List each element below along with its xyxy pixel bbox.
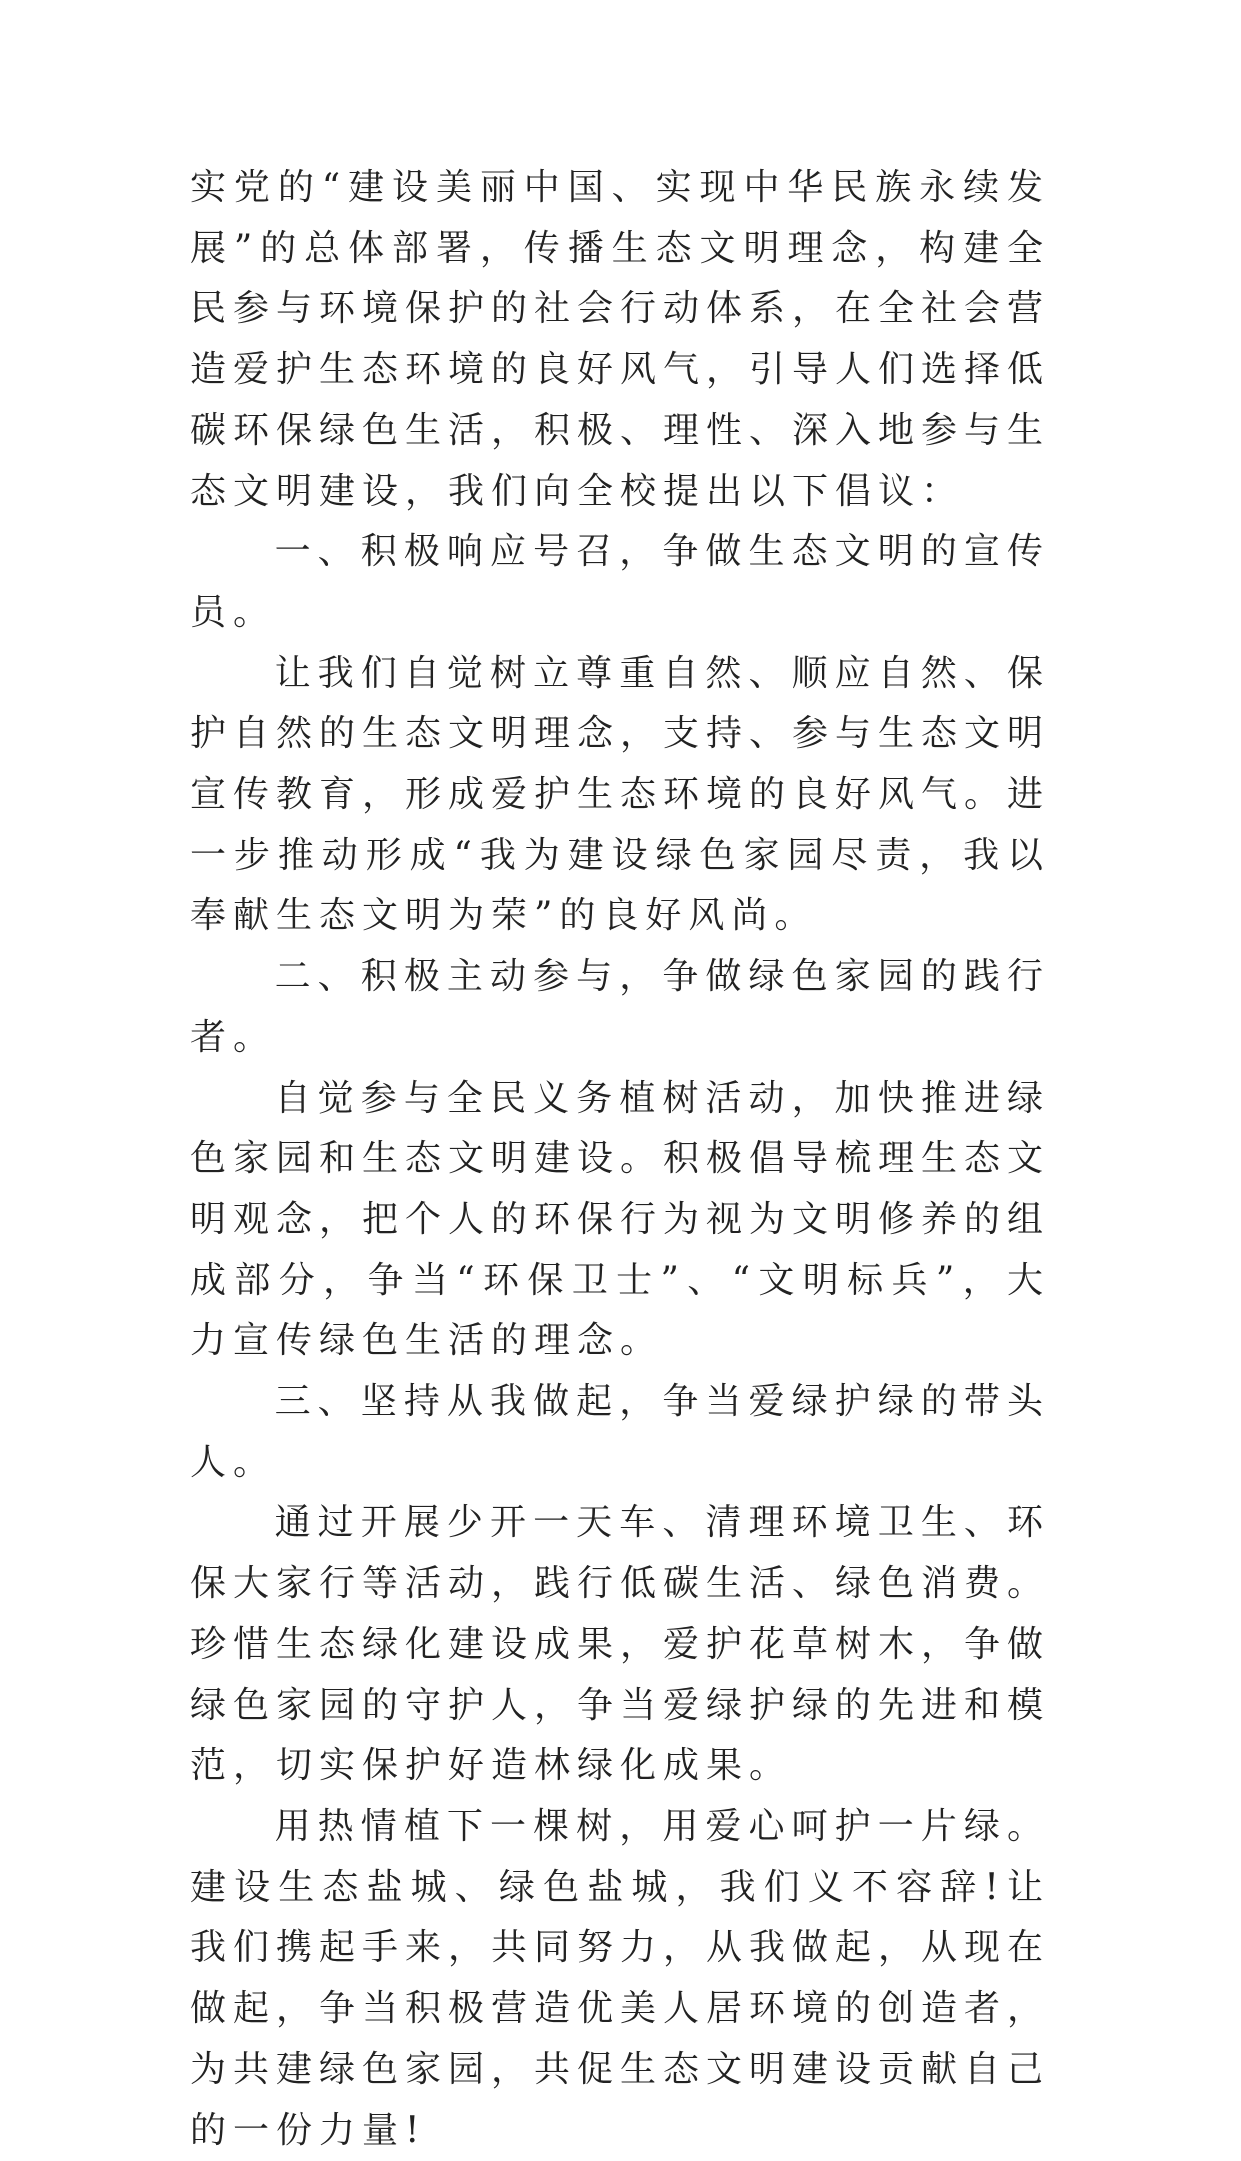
paragraph-intro-continuation: 实党的“建设美丽中国、实现中华民族永续发展”的总体部署，传播生态文明理念，构建全民参与环境保护的社会行动体系，在全社会营造爱护生态环境的良好风气，引导人们选择低碳环保绿色生活，积极、理性、深入地参与生态文明建设，我们向全校提出以下倡议： [190, 167, 1051, 512]
heading-point-three: 三、坚持从我做起，争当爱绿护绿的带头人。 [190, 1381, 1050, 1483]
paragraph-point-three: 通过开展少开一天车、清理环境卫生、环保大家行等活动，践行低碳生活、绿色消费。珍惜生态绿化建设成果，爱护花草树木，争做绿色家园的守护人，争当爱绿护绿的先进和模范，切实保护好造林绿化成果。 [190, 1502, 1051, 1787]
paragraph-closing: 用热情植下一棵树，用爱心呵护一片绿。建设生态盐城、绿色盐城，我们义不容辞!让我们携起手来，共同努力，从我做起，从现在做起，争当积极营造优美人居环境的创造者，为共建绿色家园，共促生态文明建设贡献自己的一份力量! [190, 1805, 1051, 2151]
document-body [190, 158, 1050, 2161]
heading-point-one: 一、积极响应号召，争做生态文明的宣传员。 [190, 531, 1050, 633]
heading-point-two: 二、积极主动参与，争做绿色家园的践行者。 [190, 956, 1050, 1058]
paragraph-point-one: 让我们自觉树立尊重自然、顺应自然、保护自然的生态文明理念，支持、参与生态文明宣传教育，形成爱护生态环境的良好风气。进一步推动形成“我为建设绿色家园尽责，我以奉献生态文明为荣”的良好风尚。 [190, 652, 1051, 937]
paragraph-point-two: 自觉参与全民义务植树活动，加快推进绿色家园和生态文明建设。积极倡导梳理生态文明观念，把个人的环保行为视为文明修养的组成部分，争当“环保卫士”、“文明标兵”，大力宣传绿色生活的理念。 [190, 1077, 1051, 1362]
